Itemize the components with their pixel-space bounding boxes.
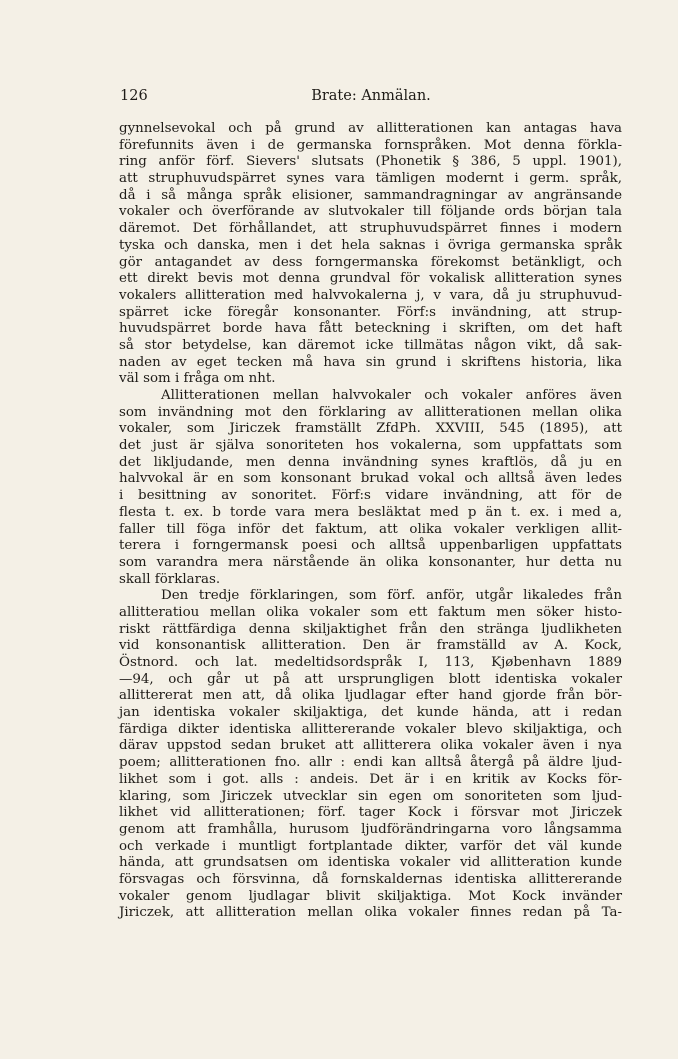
page-number: 126 [120,88,148,104]
text-line: likhet som i got. alls : andeis. Det är i en kritik av Kocks för- [119,771,622,787]
text-line: hända, att grundsatsen om identiska vokaler vid allitteration kunde [119,855,622,871]
text-line: likhet vid allitterationen; förf. tager Kock i försvar mot Jiriczek [119,805,622,821]
text-line: Jiriczek, att allitteration mellan olika vokaler finnes redan på Ta- [119,905,622,921]
text-line: i besittning av sonoritet. Förf:s vidare invändning, att för de [119,488,622,504]
text-line: allittererat men att, då olika ljudlagar efter hand gjorde från bör- [119,688,622,704]
text-line: färdiga dikter identiska allittererande vokaler blevo skiljaktiga, och [119,721,622,737]
text-line: allitteratiou mellan olika vokaler som ett faktum men söker histo- [119,604,622,620]
body-text [119,121,622,922]
text-line: som invändning mot den förklaring av allitterationen mellan olika [119,404,622,420]
text-line: så stor betydelse, kan däremot icke tillmätas någon vikt, då sak- [119,337,622,353]
text-line: genom att framhålla, hurusom ljudförändringarna voro långsamma [119,821,622,837]
text-line: det likljudande, men denna invändning synes kraftlös, då ju en [119,454,622,470]
text-line: däremot. Det förhållandet, att struphuvudspärret finnes i modern [119,221,622,237]
text-line: faller till föga inför det faktum, att olika vokaler verkligen allit- [119,521,622,537]
text-line: ring anför förf. Sievers' slutsats (Phonetik § 386, 5 uppl. 1901), [119,154,622,170]
paragraph-start-line: Allitterationen mellan halvvokaler och vokaler anföres även [161,388,622,403]
text-line: klaring, som Jiriczek utvecklar sin egen om sonoriteten som ljud- [119,788,622,804]
text-line: Östnord. och lat. medeltidsordspråk I, 113, Kjøbenhavn 1889 [119,655,622,670]
page-header [120,88,622,110]
text-line: vokaler genom ljudlagar blivit skiljaktiga. Mot Kock invänder [119,888,622,904]
text-line: försvagas och försvinna, då fornskaldernas identiska allittererande [119,871,622,887]
text-line: att struphuvudspärret synes vara tämligen modernt i germ. språk, [119,171,622,187]
text-line: jan identiska vokaler skiljaktiga, det kunde hända, att i redan [119,705,622,721]
text-line: gynnelsevokal och på grund av allitterationen kan antagas hava [119,121,622,136]
text-line: tyska och danska, men i det hela saknas i övriga germanska språk [119,237,622,253]
text-line: därav uppstod sedan bruket att allitterera olika vokaler även i nya [119,738,622,754]
text-line: då i så många språk elisioner, sammandragningar av angränsande [119,187,622,203]
text-line: ett direkt bevis mot denna grundval för vokalisk allitteration synes [119,271,622,287]
text-line: flesta t. ex. b torde vara mera besläktat med p än t. ex. i med a, [119,504,622,520]
text-line: skall förklaras. [119,571,221,587]
text-line: förefunnits även i de germanska fornspråken. Mot denna förkla- [119,137,622,153]
text-line: och verkade i muntligt fortplantade dikter, varför det väl kunde [119,838,622,854]
text-line: som varandra mera närstående än olika konsonanter, hur detta nu [119,554,622,570]
text-line: vokaler, som Jiriczek framställt ZfdPh. XXVIII, 545 (1895), att [119,421,622,437]
text-line: —94, och går ut på att ursprungligen blott identiska vokaler [119,671,622,687]
text-line: vokaler och överförande av slutvokaler till följande ords början tala [119,204,622,220]
text-line: naden av eget tecken må hava sin grund i skriftens historia, lika [119,354,622,370]
text-line: poem; allitterationen fno. allr : endi kan alltså återgå på äldre ljud- [119,755,622,771]
text-line: vid konsonantisk allitteration. Den är framställd av A. Kock, [119,638,622,654]
running-title: Brate: Anmälan. [311,88,431,104]
text-line: vokalers allitteration med halvvokalerna j, v vara, då ju struphuvud- [119,287,622,303]
text-line: väl som i fråga om nht. [119,371,276,387]
paragraph-start-line: Den tredje förklaringen, som förf. anför, utgår likaledes från [161,588,622,604]
text-line: gör antagandet av dess forngermanska förekomst betänkligt, och [119,254,622,270]
text-line: huvudspärret borde hava fått beteckning i skriften, om det haft [119,321,622,337]
text-line: halvvokal är en som konsonant brukad vokal och alltså även ledes [119,471,622,487]
text-line: det just är själva sonoriteten hos vokalerna, som uppfattats som [119,438,622,454]
text-line: spärret icke föregår konsonanter. Förf:s invändning, att strup- [119,304,622,320]
text-line: terera i forngermansk poesi och alltså uppenbarligen uppfattats [119,538,622,554]
text-line: riskt rättfärdiga denna skiljaktighet från den stränga ljudlikheten [119,621,622,637]
